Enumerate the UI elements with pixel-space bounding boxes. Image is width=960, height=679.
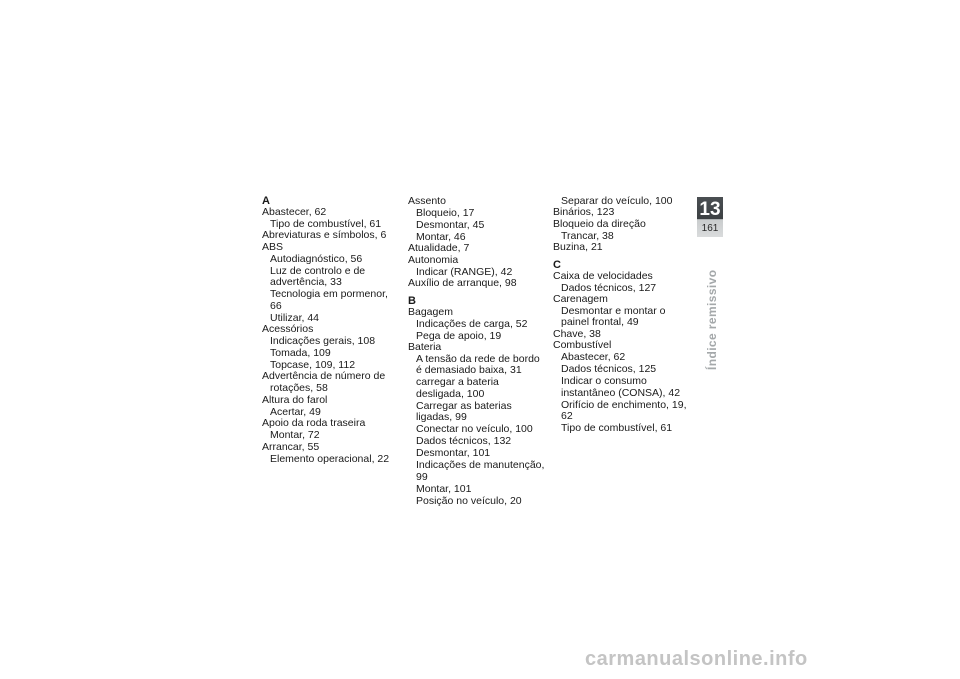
index-term: Carenagem <box>553 293 608 306</box>
index-entry <box>408 307 548 342</box>
index-subterm: Topcase, 109, 112 <box>270 359 356 372</box>
index-subterm: Dados técnicos, 125 <box>561 363 657 376</box>
watermark: carmanualsonline.info <box>585 648 808 670</box>
index-entry <box>262 418 402 441</box>
index-subterm: carregar a bateria desligada, 100 <box>416 376 499 400</box>
index-subterm: Abastecer, 62 <box>561 351 626 364</box>
index-entry <box>262 207 402 230</box>
index-subterm: Indicar (RANGE), 42 <box>416 265 513 278</box>
index-term: Auxílio de arranque, 98 <box>408 277 517 290</box>
index-subterm: Pega de apoio, 19 <box>416 329 502 342</box>
index-entry <box>262 324 402 371</box>
index-column-2 <box>408 196 548 507</box>
index-subterm: Trancar, 38 <box>561 229 614 242</box>
index-subterm: Utilizar, 44 <box>270 311 320 324</box>
index-column-3 <box>553 196 693 434</box>
section-title: Índice remissivo <box>705 269 719 370</box>
index-subterm: Posição no veículo, 20 <box>416 494 522 507</box>
index-entry <box>553 271 693 294</box>
index-letter: C <box>553 258 561 271</box>
index-term: ABS <box>262 240 284 253</box>
index-subterm: Montar, 72 <box>270 429 320 442</box>
index-entry <box>262 371 402 394</box>
index-subterm: Tipo de combustível, 61 <box>270 218 382 230</box>
index-subterm: Desmontar e montar o painel frontal, 49 <box>561 305 666 329</box>
index-term: Arrancar, 55 <box>262 440 320 453</box>
index-term: Buzina, 21 <box>553 241 603 254</box>
index-term: Abreviaturas e símbolos, 6 <box>262 229 387 242</box>
index-term: Caixa de velocidades <box>553 269 653 282</box>
index-term: Assento <box>408 195 446 207</box>
index-term: Altura do farol <box>262 393 328 406</box>
index-entry <box>553 340 693 434</box>
index-subterm: rotações, 58 <box>270 382 328 395</box>
index-term: Autonomia <box>408 253 459 266</box>
index-letter: B <box>408 294 416 307</box>
index-entry <box>408 278 548 289</box>
index-subterm: Tipo de combustível, 61 <box>561 422 673 435</box>
page-number: 161 <box>701 223 719 234</box>
index-term: Advertência de número de <box>262 370 386 383</box>
index-subterm: Acertar, 49 <box>270 405 321 418</box>
index-subterm: Orifício de enchimento, 19, 62 <box>561 398 687 423</box>
index-subterm: Indicações gerais, 108 <box>270 335 376 348</box>
index-subterm: Separar do veículo, 100 <box>561 195 673 207</box>
chapter-tab <box>697 197 723 237</box>
index-subterm: Indicações de manutenção, 99 <box>416 459 545 483</box>
index-subterm: Desmontar, 101 <box>416 447 491 460</box>
index-subterm: Tomada, 109 <box>270 347 331 360</box>
index-subterm: Autodiagnóstico, 56 <box>270 252 363 265</box>
index-subterm: Montar, 101 <box>416 482 472 495</box>
index-term: Combustível <box>553 339 612 352</box>
index-entry <box>553 294 693 329</box>
index-subterm: Dados técnicos, 127 <box>561 281 657 294</box>
index-subterm: Conectar no veículo, 100 <box>416 423 533 436</box>
index-entry <box>553 242 693 253</box>
index-term: Bloqueio da direção <box>553 217 646 230</box>
index-subterm: Indicações de carga, 52 <box>416 317 528 330</box>
index-subterm: Tecnologia em pormenor, 66 <box>270 288 388 312</box>
index-entry <box>262 242 402 324</box>
index-entry <box>553 219 693 242</box>
chapter-number: 13 <box>699 199 721 220</box>
index-column-1 <box>262 196 402 465</box>
index-term: Apoio da roda traseira <box>262 417 366 430</box>
index-term: Atualidade, 7 <box>408 242 470 255</box>
index-entry <box>262 442 402 465</box>
index-subterm: Carregar as baterias ligadas, 99 <box>416 399 512 424</box>
index-subterm: Desmontar, 45 <box>416 219 485 231</box>
index-entry <box>408 255 548 278</box>
index-subterm: Bloqueio, 17 <box>416 207 475 219</box>
index-term: Bagagem <box>408 305 453 318</box>
index-entry <box>408 342 548 507</box>
index-subterm: Luz de controlo e de advertência, 33 <box>270 264 366 289</box>
index-subterm: A tensão da rede de bordo é demasiado baixa, 31 <box>416 353 540 377</box>
index-subterm: Dados técnicos, 132 <box>416 435 512 448</box>
index-term: Binários, 123 <box>553 206 615 219</box>
index-entry <box>262 395 402 418</box>
index-entry <box>262 230 402 241</box>
index-letter: A <box>262 195 270 207</box>
index-term: Abastecer, 62 <box>262 206 327 218</box>
index-term: Acessórios <box>262 323 314 336</box>
index-term: Bateria <box>408 341 442 354</box>
index-subterm: Elemento operacional, 22 <box>270 452 390 465</box>
index-entry <box>408 196 548 243</box>
index-term: Chave, 38 <box>553 327 601 340</box>
index-subterm: Indicar o consumo instantâneo (CONSA), 42 <box>561 375 681 399</box>
index-subterm: Montar, 46 <box>416 231 466 243</box>
